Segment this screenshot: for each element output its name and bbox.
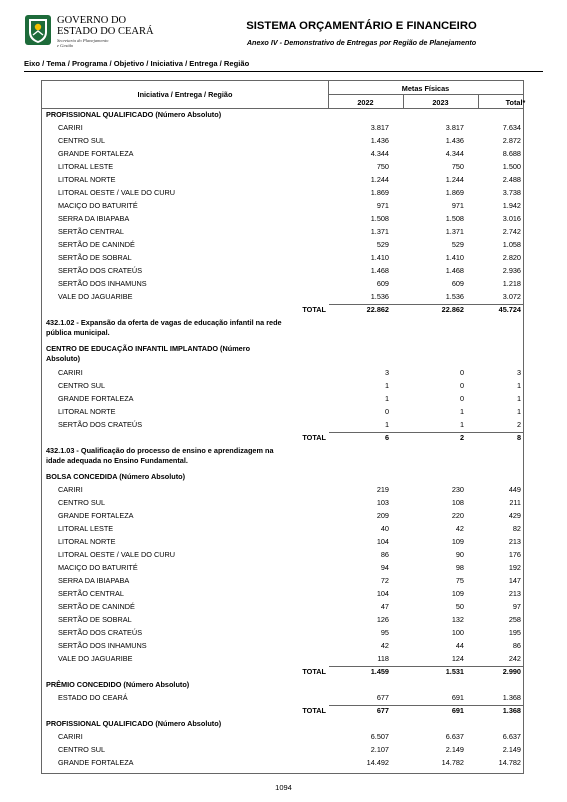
region-label: LITORAL NORTE xyxy=(58,537,116,546)
value-2022: 750 xyxy=(376,162,389,171)
value-2022: 1.869 xyxy=(370,188,389,197)
value-2023: 1.869 xyxy=(445,188,464,197)
value-2022: 126 xyxy=(376,615,389,624)
region-label: SERTÃO CENTRAL xyxy=(58,227,124,236)
value-total: 213 xyxy=(508,589,521,598)
table-row xyxy=(43,225,524,238)
region-label: LITORAL NORTE xyxy=(58,407,116,416)
total-2023: 2 xyxy=(459,433,464,442)
value-2023: 100 xyxy=(451,628,464,637)
logo-line3b: e Gestão xyxy=(57,43,74,48)
value-total: 2.742 xyxy=(502,227,521,236)
region-label: SERTÃO DOS CRATEÚS xyxy=(58,628,143,637)
table-row xyxy=(43,730,524,743)
value-2022: 1.436 xyxy=(370,136,389,145)
total-total: 1.368 xyxy=(502,706,521,715)
category-row xyxy=(43,108,524,121)
system-title: SISTEMA ORÇAMENTÁRIO E FINANCEIRO xyxy=(246,20,477,32)
value-total: 1 xyxy=(516,381,521,390)
table-row xyxy=(43,173,524,186)
value-2023: 3.817 xyxy=(445,123,464,132)
value-total: 6.637 xyxy=(502,732,521,741)
table-row xyxy=(43,418,524,431)
column-header-2023: 2023 xyxy=(432,98,449,107)
logo-line1: GOVERNO DO xyxy=(57,15,127,26)
value-2022: 1 xyxy=(384,420,389,429)
value-2023: 1.468 xyxy=(445,266,464,275)
table-row xyxy=(43,121,524,134)
value-2022: 971 xyxy=(376,201,389,210)
value-total: 8.688 xyxy=(502,149,521,158)
table-row xyxy=(43,496,524,509)
column-header-main: Iniciativa / Entrega / Região xyxy=(137,90,233,99)
value-2022: 14.492 xyxy=(366,758,389,767)
table-row xyxy=(43,548,524,561)
value-2023: 1 xyxy=(459,420,464,429)
value-2022: 219 xyxy=(376,485,389,494)
table-row xyxy=(43,652,524,665)
table-row xyxy=(43,405,524,418)
value-2023: 98 xyxy=(455,563,464,572)
value-2022: 0 xyxy=(384,407,389,416)
value-total: 449 xyxy=(508,485,521,494)
value-2022: 1.468 xyxy=(370,266,389,275)
region-label: VALE DO JAGUARIBE xyxy=(58,292,133,301)
region-label: GRANDE FORTALEZA xyxy=(58,758,134,767)
region-label: SERRA DA IBIAPABA xyxy=(58,214,130,223)
total-row xyxy=(43,303,524,316)
value-2023: 4.344 xyxy=(445,149,464,158)
total-2022: 6 xyxy=(384,433,389,442)
region-label: SERTÃO DOS CRATEÚS xyxy=(58,266,143,275)
value-2023: 609 xyxy=(451,279,464,288)
value-2023: 1.410 xyxy=(445,253,464,262)
value-2023: 230 xyxy=(451,485,464,494)
value-2023: 1.244 xyxy=(445,175,464,184)
value-total: 195 xyxy=(508,628,521,637)
total-total: 2.990 xyxy=(502,667,521,676)
initiative-row xyxy=(43,316,524,342)
value-total: 1.218 xyxy=(502,279,521,288)
table-row xyxy=(43,483,524,496)
region-label: GRANDE FORTALEZA xyxy=(58,394,134,403)
region-label: SERRA DA IBIAPABA xyxy=(58,576,130,585)
value-2023: 1 xyxy=(459,407,464,416)
column-header-metas: Metas Físicas xyxy=(401,84,450,93)
total-label: TOTAL xyxy=(302,305,326,314)
table-row xyxy=(43,574,524,587)
region-label: SERTÃO DOS INHAMUNS xyxy=(58,279,147,288)
value-total: 2.149 xyxy=(502,745,521,754)
value-2023: 1.371 xyxy=(445,227,464,236)
table-row xyxy=(43,160,524,173)
value-2023: 220 xyxy=(451,511,464,520)
value-2022: 609 xyxy=(376,279,389,288)
value-2022: 94 xyxy=(380,563,389,572)
value-total: 176 xyxy=(508,550,521,559)
region-label: SERTÃO DOS CRATEÚS xyxy=(58,420,143,429)
initiative-label: 432.1.02 - Expansão da oferta de vagas de educação infantil na rede pública municipal. xyxy=(46,318,282,337)
table-row xyxy=(43,290,524,303)
value-total: 2.872 xyxy=(502,136,521,145)
value-total: 258 xyxy=(508,615,521,624)
region-label: GRANDE FORTALEZA xyxy=(58,149,134,158)
value-2023: 0 xyxy=(459,394,464,403)
value-2022: 1.371 xyxy=(370,227,389,236)
total-2023: 691 xyxy=(451,706,464,715)
total-2022: 677 xyxy=(376,706,389,715)
value-total: 2.820 xyxy=(502,253,521,262)
table-row xyxy=(43,277,524,290)
value-2023: 124 xyxy=(451,654,464,663)
value-total: 3.738 xyxy=(502,188,521,197)
column-header-2022: 2022 xyxy=(357,98,374,107)
region-label: SERTÃO CENTRAL xyxy=(58,589,124,598)
value-total: 1.942 xyxy=(502,201,521,210)
value-2023: 1.536 xyxy=(445,292,464,301)
value-total: 429 xyxy=(508,511,521,520)
initiative-label: 432.1.03 - Qualificação do processo de ensino e aprendizagem na idade adequada no Ensino Fundamental. xyxy=(46,446,274,465)
value-total: 1.368 xyxy=(502,693,521,702)
value-total: 1 xyxy=(516,394,521,403)
table-row xyxy=(43,251,524,264)
region-label: LITORAL NORTE xyxy=(58,175,116,184)
value-total: 3 xyxy=(516,368,521,377)
value-2023: 0 xyxy=(459,381,464,390)
value-2022: 3.817 xyxy=(370,123,389,132)
region-label: SERTÃO DOS INHAMUNS xyxy=(58,641,147,650)
table-row xyxy=(43,147,524,160)
value-total: 97 xyxy=(512,602,521,611)
logo-line3a: Secretaria do Planejamento xyxy=(57,38,109,43)
region-label: LITORAL OESTE / VALE DO CURU xyxy=(58,550,176,559)
table-row xyxy=(43,186,524,199)
value-2022: 72 xyxy=(380,576,389,585)
page-number: 1094 xyxy=(275,783,292,792)
table-row xyxy=(43,639,524,652)
total-2023: 22.862 xyxy=(441,305,464,314)
total-total: 8 xyxy=(516,433,521,442)
value-total: 2 xyxy=(516,420,521,429)
total-row xyxy=(43,431,524,444)
region-label: SERTÃO DE SOBRAL xyxy=(58,253,132,262)
table-row xyxy=(43,535,524,548)
region-label: MACIÇO DO BATURITÉ xyxy=(58,201,138,210)
table-row xyxy=(43,134,524,147)
value-2022: 677 xyxy=(376,693,389,702)
region-label: CARIRI xyxy=(58,732,83,741)
region-label: VALE DO JAGUARIBE xyxy=(58,654,133,663)
value-2022: 103 xyxy=(376,498,389,507)
total-total: 45.724 xyxy=(498,305,521,314)
region-label: ESTADO DO CEARÁ xyxy=(58,693,128,702)
value-total: 1.500 xyxy=(502,162,521,171)
category-label: PROFISSIONAL QUALIFICADO (Número Absoluto) xyxy=(46,110,222,119)
value-total: 3.016 xyxy=(502,214,521,223)
table-row xyxy=(43,600,524,613)
value-2022: 104 xyxy=(376,537,389,546)
table-row xyxy=(43,264,524,277)
value-2023: 6.637 xyxy=(445,732,464,741)
value-2023: 1.436 xyxy=(445,136,464,145)
region-label: CARIRI xyxy=(58,123,83,132)
value-2023: 42 xyxy=(455,524,464,533)
value-total: 213 xyxy=(508,537,521,546)
value-2023: 691 xyxy=(451,693,464,702)
region-label: LITORAL LESTE xyxy=(58,162,114,171)
table-row xyxy=(43,626,524,639)
value-2022: 47 xyxy=(380,602,389,611)
region-label: SERTÃO DE SOBRAL xyxy=(58,615,132,624)
value-total: 147 xyxy=(508,576,521,585)
value-total: 3.072 xyxy=(502,292,521,301)
category-label: PROFISSIONAL QUALIFICADO (Número Absoluto) xyxy=(46,719,222,728)
table-row xyxy=(43,212,524,225)
value-2022: 104 xyxy=(376,589,389,598)
value-2023: 2.149 xyxy=(445,745,464,754)
table-row xyxy=(43,613,524,626)
category-label: PRÊMIO CONCEDIDO (Número Absoluto) xyxy=(46,680,190,689)
table-row xyxy=(43,379,524,392)
value-2022: 3 xyxy=(384,368,389,377)
value-2022: 1.536 xyxy=(370,292,389,301)
category-row xyxy=(43,678,524,691)
value-2023: 750 xyxy=(451,162,464,171)
report-subtitle: Anexo IV - Demonstrativo de Entregas por Região de Planejamento xyxy=(246,38,477,47)
value-2022: 209 xyxy=(376,511,389,520)
table-row xyxy=(43,509,524,522)
category-label: CENTRO DE EDUCAÇÃO INFANTIL IMPLANTADO (Número Absoluto) xyxy=(46,344,251,363)
value-total: 2.488 xyxy=(502,175,521,184)
value-total: 2.936 xyxy=(502,266,521,275)
value-total: 86 xyxy=(512,641,521,650)
category-row xyxy=(43,717,524,730)
value-2023: 0 xyxy=(459,368,464,377)
table-row xyxy=(43,238,524,251)
region-label: GRANDE FORTALEZA xyxy=(58,511,134,520)
state-crest-icon xyxy=(24,14,52,46)
value-2022: 529 xyxy=(376,240,389,249)
region-label: SERTÃO DE CANINDÉ xyxy=(58,240,135,249)
category-row xyxy=(43,470,524,483)
column-header-total: Total* xyxy=(505,98,526,107)
value-2022: 118 xyxy=(377,654,389,663)
table-row xyxy=(43,587,524,600)
initiative-row xyxy=(43,444,524,470)
value-2022: 42 xyxy=(380,641,389,650)
value-2023: 50 xyxy=(455,602,464,611)
value-total: 1.058 xyxy=(502,240,521,249)
table-row xyxy=(43,743,524,756)
value-2023: 109 xyxy=(451,589,464,598)
value-2022: 40 xyxy=(380,524,389,533)
total-row xyxy=(43,665,524,678)
category-row xyxy=(43,342,524,366)
value-total: 82 xyxy=(512,524,521,533)
region-label: CARIRI xyxy=(58,485,83,494)
value-2023: 132 xyxy=(451,615,464,624)
logo-line2: ESTADO DO CEARÁ xyxy=(57,26,154,37)
value-2022: 1.410 xyxy=(370,253,389,262)
table-row xyxy=(43,691,524,704)
region-label: CENTRO SUL xyxy=(58,745,106,754)
total-2022: 22.862 xyxy=(366,305,389,314)
region-label: SERTÃO DE CANINDÉ xyxy=(58,602,135,611)
value-2023: 971 xyxy=(451,201,464,210)
total-2023: 1.531 xyxy=(445,667,464,676)
value-total: 7.634 xyxy=(502,123,521,132)
value-total: 242 xyxy=(508,654,521,663)
value-2022: 1.244 xyxy=(370,175,389,184)
header-divider xyxy=(24,71,543,72)
value-2023: 75 xyxy=(455,576,464,585)
region-label: CENTRO SUL xyxy=(58,498,106,507)
region-label: CARIRI xyxy=(58,368,83,377)
value-2023: 109 xyxy=(451,537,464,546)
table-row xyxy=(43,561,524,574)
value-2022: 6.507 xyxy=(370,732,389,741)
value-2022: 95 xyxy=(380,628,389,637)
breadcrumb: Eixo / Tema / Programa / Objetivo / Iniciativa / Entrega / Região xyxy=(24,59,250,68)
value-2023: 529 xyxy=(451,240,464,249)
logo xyxy=(24,14,156,48)
table-row xyxy=(43,199,524,212)
value-2023: 44 xyxy=(455,641,464,650)
logo-line3 xyxy=(57,38,108,48)
total-label: TOTAL xyxy=(302,706,326,715)
total-2022: 1.459 xyxy=(370,667,389,676)
table-row xyxy=(43,522,524,535)
table-body xyxy=(43,108,524,769)
value-2022: 1 xyxy=(384,394,389,403)
value-2023: 90 xyxy=(455,550,464,559)
value-2022: 86 xyxy=(380,550,389,559)
value-total: 1 xyxy=(516,407,521,416)
value-2022: 1 xyxy=(384,381,389,390)
region-label: CENTRO SUL xyxy=(58,136,106,145)
value-2023: 108 xyxy=(451,498,464,507)
value-total: 192 xyxy=(508,563,521,572)
value-total: 211 xyxy=(509,498,521,507)
total-label: TOTAL xyxy=(302,433,326,442)
value-2022: 1.508 xyxy=(370,214,389,223)
region-label: LITORAL OESTE / VALE DO CURU xyxy=(58,188,176,197)
region-label: LITORAL LESTE xyxy=(58,524,114,533)
total-label: TOTAL xyxy=(302,667,326,676)
total-row xyxy=(43,704,524,717)
value-2022: 2.107 xyxy=(370,745,389,754)
value-2023: 1.508 xyxy=(445,214,464,223)
table-divider xyxy=(328,94,523,95)
value-total: 14.782 xyxy=(498,758,521,767)
region-label: MACIÇO DO BATURITÉ xyxy=(58,563,138,572)
value-2023: 14.782 xyxy=(441,758,464,767)
region-label: CENTRO SUL xyxy=(58,381,106,390)
category-label: BOLSA CONCEDIDA (Número Absoluto) xyxy=(46,472,186,481)
table-row xyxy=(43,756,524,769)
table-row xyxy=(43,392,524,405)
table-row xyxy=(43,366,524,379)
value-2022: 4.344 xyxy=(370,149,389,158)
